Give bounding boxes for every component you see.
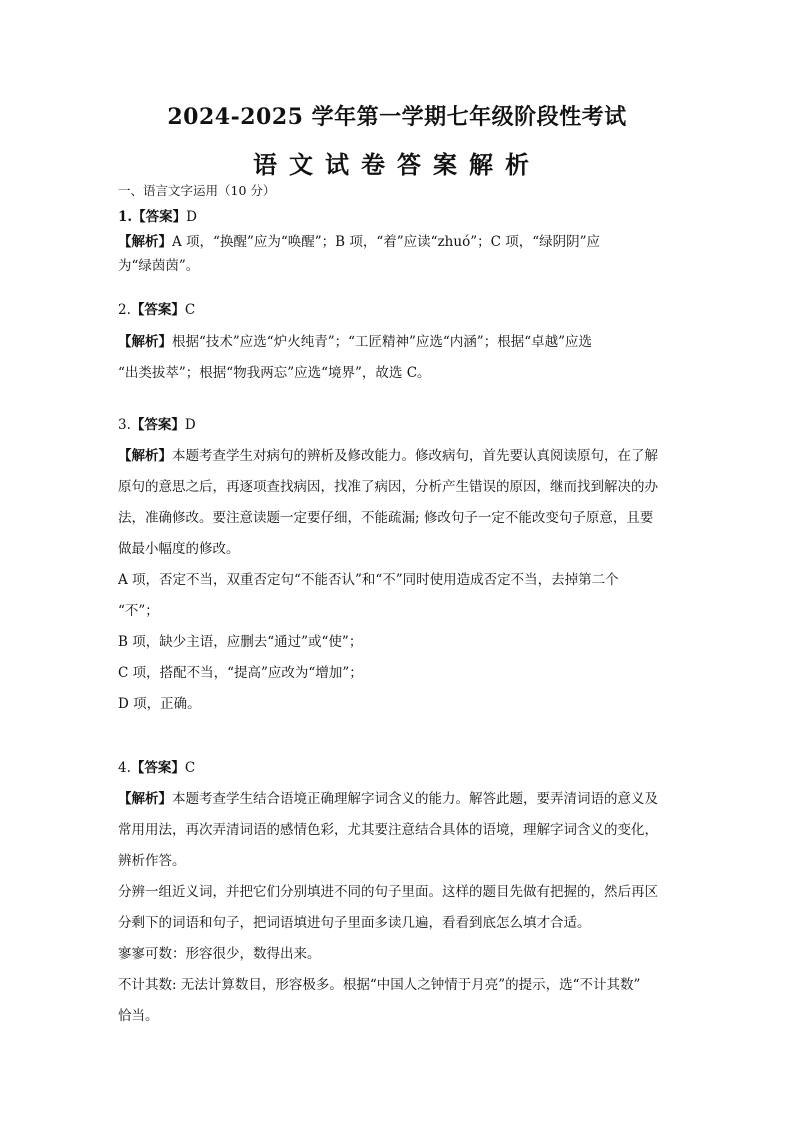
q4-explanation-tag: 【解析】 bbox=[118, 791, 172, 807]
document-subtitle: 语文试卷答案解析 bbox=[253, 150, 541, 179]
q1-explanation-tag: 【解析】 bbox=[118, 234, 172, 250]
q1-explanation-line: 为“绿茵茵”。 bbox=[118, 258, 200, 274]
q3-explanation-tag: 【解析】 bbox=[118, 448, 172, 464]
q3-explanation-line: B 项，缺少主语，应删去“通过”或“使”； bbox=[118, 634, 363, 650]
q4-answer-line bbox=[118, 758, 678, 778]
q4-answer-tag: 【答案】 bbox=[130, 760, 185, 776]
q3-explanation-line: 做最小幅度的修改。 bbox=[118, 541, 240, 557]
q1-answer: D bbox=[186, 209, 197, 225]
q1-explanation-text: A 项，“换醒”应为“唤醒”；B 项，“着”应读“zhuó”；C 项，“绿阴阴”应 bbox=[172, 234, 601, 250]
q3-answer-tag: 【答案】 bbox=[130, 417, 185, 433]
q2-explanation-text: 根据“技术”应选“炉火纯青”；“工匠精神”应选“内涵”；根据“卓越”应选 bbox=[172, 334, 593, 350]
q4-answer: C bbox=[184, 760, 196, 776]
q3-answer-line bbox=[118, 415, 678, 435]
q1-number: 1. bbox=[118, 209, 133, 225]
q2-explanation-tag: 【解析】 bbox=[118, 334, 172, 350]
q3-answer: D bbox=[184, 417, 196, 433]
q3-explanation-line: 原句的意思之后，再逐项查找病因，找准了病因，分析产生错误的原因，继而找到解决的办 bbox=[118, 479, 658, 495]
q4-explanation-line: 寥寥可数：形容很少，数得出来。 bbox=[118, 946, 321, 962]
q1-explanation-line bbox=[118, 232, 678, 252]
q3-number: 3. bbox=[118, 417, 131, 433]
q3-explanation-line: D 项，正确。 bbox=[118, 696, 201, 712]
q1-answer-tag: 【答案】 bbox=[132, 209, 187, 225]
q4-number: 4. bbox=[118, 760, 131, 776]
q2-answer: C bbox=[184, 302, 196, 318]
q4-explanation-line: 常用用法，再次弄清词语的感情色彩，尤其要注意结合具体的语境，理解字词含义的变化， bbox=[118, 822, 658, 838]
q2-explanation-line bbox=[118, 332, 678, 352]
q2-answer-tag: 【答案】 bbox=[130, 302, 185, 318]
q4-explanation-line: 分辨一组近义词，并把它们分别填进不同的句子里面。这样的题目先做有把握的，然后再区 bbox=[118, 884, 658, 900]
document-title: 2024-2025 学年第一学期七年级阶段性考试 bbox=[167, 104, 627, 130]
q2-explanation-line: “出类拔萃”；根据“物我两忘”应选“境界”，故选 C。 bbox=[118, 365, 431, 381]
q3-explanation-text: 本题考查学生对病句的辨析及修改能力。修改病句，首先要认真阅读原句，在了解 bbox=[172, 448, 658, 464]
q4-explanation-line: 辨析作答。 bbox=[118, 853, 186, 869]
q3-explanation-line: A 项，否定不当，双重否定句“不能否认”和“不”同时使用造成否定不当，去掉第二个 bbox=[118, 572, 619, 588]
q4-explanation-line: 恰当。 bbox=[118, 1008, 159, 1024]
q3-explanation-line bbox=[118, 446, 678, 466]
q3-explanation-line: “不”； bbox=[118, 603, 159, 619]
section-heading: 一、语言文字运用（10 分） bbox=[118, 183, 276, 198]
q2-answer-line bbox=[118, 300, 678, 320]
q3-explanation-line: 法，准确修改。要注意读题一定要仔细，不能疏漏; 修改句子一定不能改变句子原意，且要 bbox=[118, 510, 654, 526]
q4-explanation-line bbox=[118, 789, 678, 809]
q4-explanation-line: 不计其数: 无法计算数目，形容极多。根据“中国人之钟情于月亮”的提示，选“不计其数” bbox=[118, 977, 641, 993]
q3-explanation-line: C 项，搭配不当，“提高”应改为“增加”； bbox=[118, 665, 363, 681]
q4-explanation-text: 本题考查学生结合语境正确理解字词含义的能力。解答此题，要弄清词语的意义及 bbox=[172, 791, 658, 807]
q2-number: 2. bbox=[118, 302, 131, 318]
q4-explanation-line: 分剩下的词语和句子，把词语填进句子里面多读几遍，看看到底怎么填才合适。 bbox=[118, 915, 591, 931]
q1-answer-line bbox=[118, 207, 678, 227]
